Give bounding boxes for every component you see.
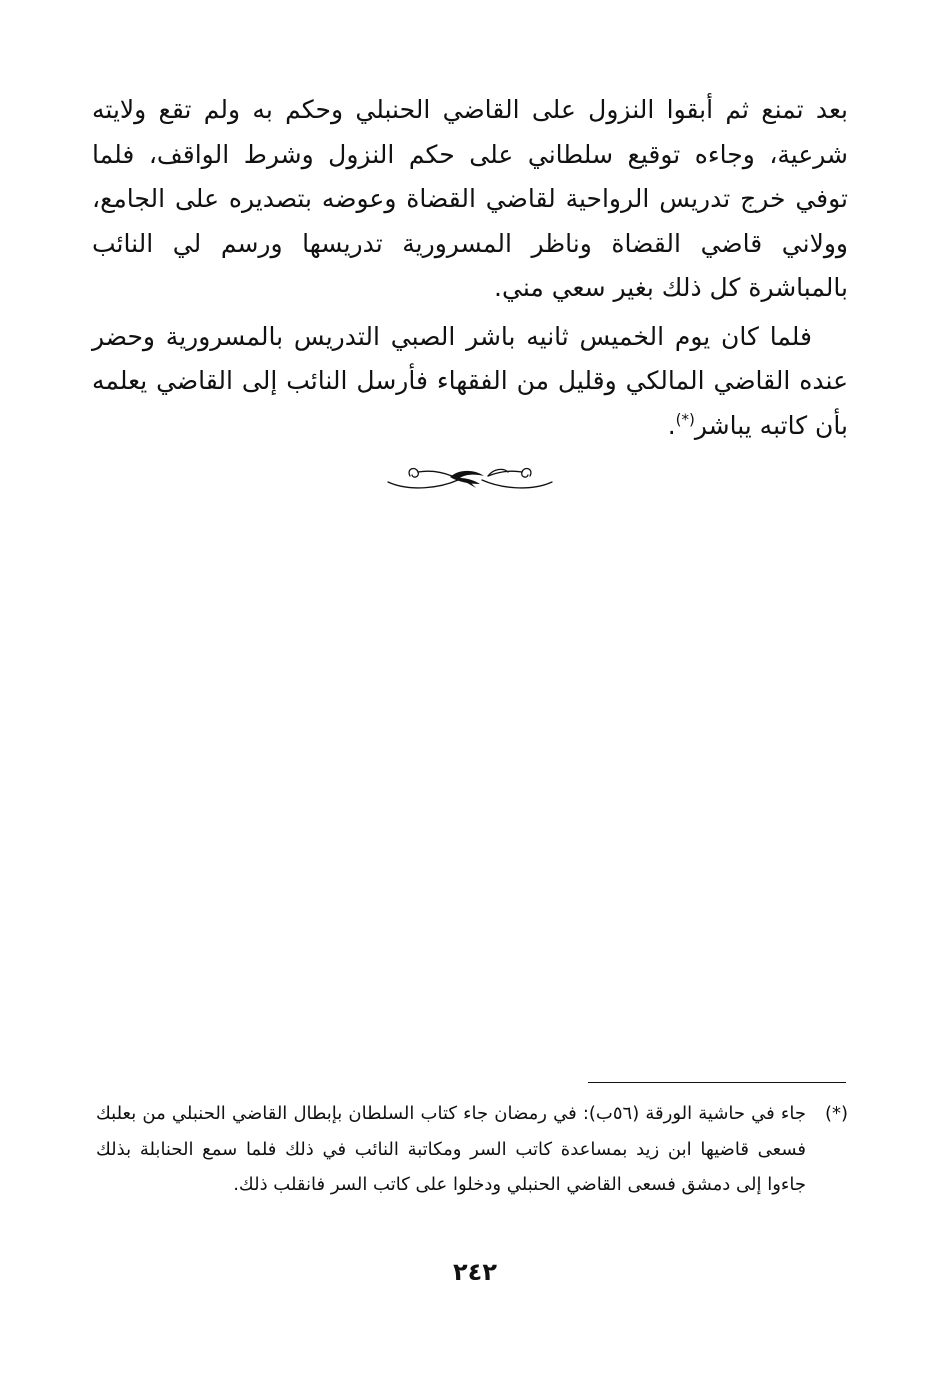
main-text [92, 88, 848, 448]
floral-divider-ornament-icon [380, 458, 560, 498]
footnote-separator [588, 1082, 846, 1083]
footnotes [96, 1096, 848, 1203]
paragraph-2-ending: . [667, 410, 676, 440]
footnote-reference[interactable]: (*) [675, 410, 695, 429]
page-number: ٢٤٢ [453, 1258, 497, 1286]
footnote-marker: (*) [824, 1103, 848, 1124]
paragraph-1-text: بعد تمنع ثم أبقوا النزول على القاضي الحنبلي وحكم به ولم تقع ولايته شرعية، وجاءه توقيع سلطاني على حكم النزول وشرط الواقف، فلما توفي خرج تدريس الرواحية لقاضي القضاة وعوضه بتصديره على الجامع، وولاني قاضي القضاة وناظر المسرورية تدريسها ورسم لي النائب بالمباشرة كل ذلك بغير سعي مني. [92, 95, 848, 302]
paragraph-1 [92, 88, 848, 311]
footnote-item [96, 1096, 848, 1203]
paragraph-2 [92, 315, 848, 449]
paragraph-2-text: فلما كان يوم الخميس ثانيه باشر الصبي التدريس بالمسرورية وحضر عنده القاضي المالكي وقليل من الفقهاء فأرسل النائب إلى القاضي يعلمه بأن كاتبه يباشر [92, 321, 848, 440]
footnote-text: جاء في حاشية الورقة (٥٦ب): في رمضان جاء كتاب السلطان بإبطال القاضي الحنبلي من بعلبك فسعى قاضيها ابن زيد بمساعدة كاتب السر ومكاتبة النائب في ذلك فلما سمع الحنابلة بذلك جاءوا إلى دمشق فسعى القاضي الحنبلي ودخلوا على كاتب السر فانقلب ذلك. [96, 1103, 807, 1195]
